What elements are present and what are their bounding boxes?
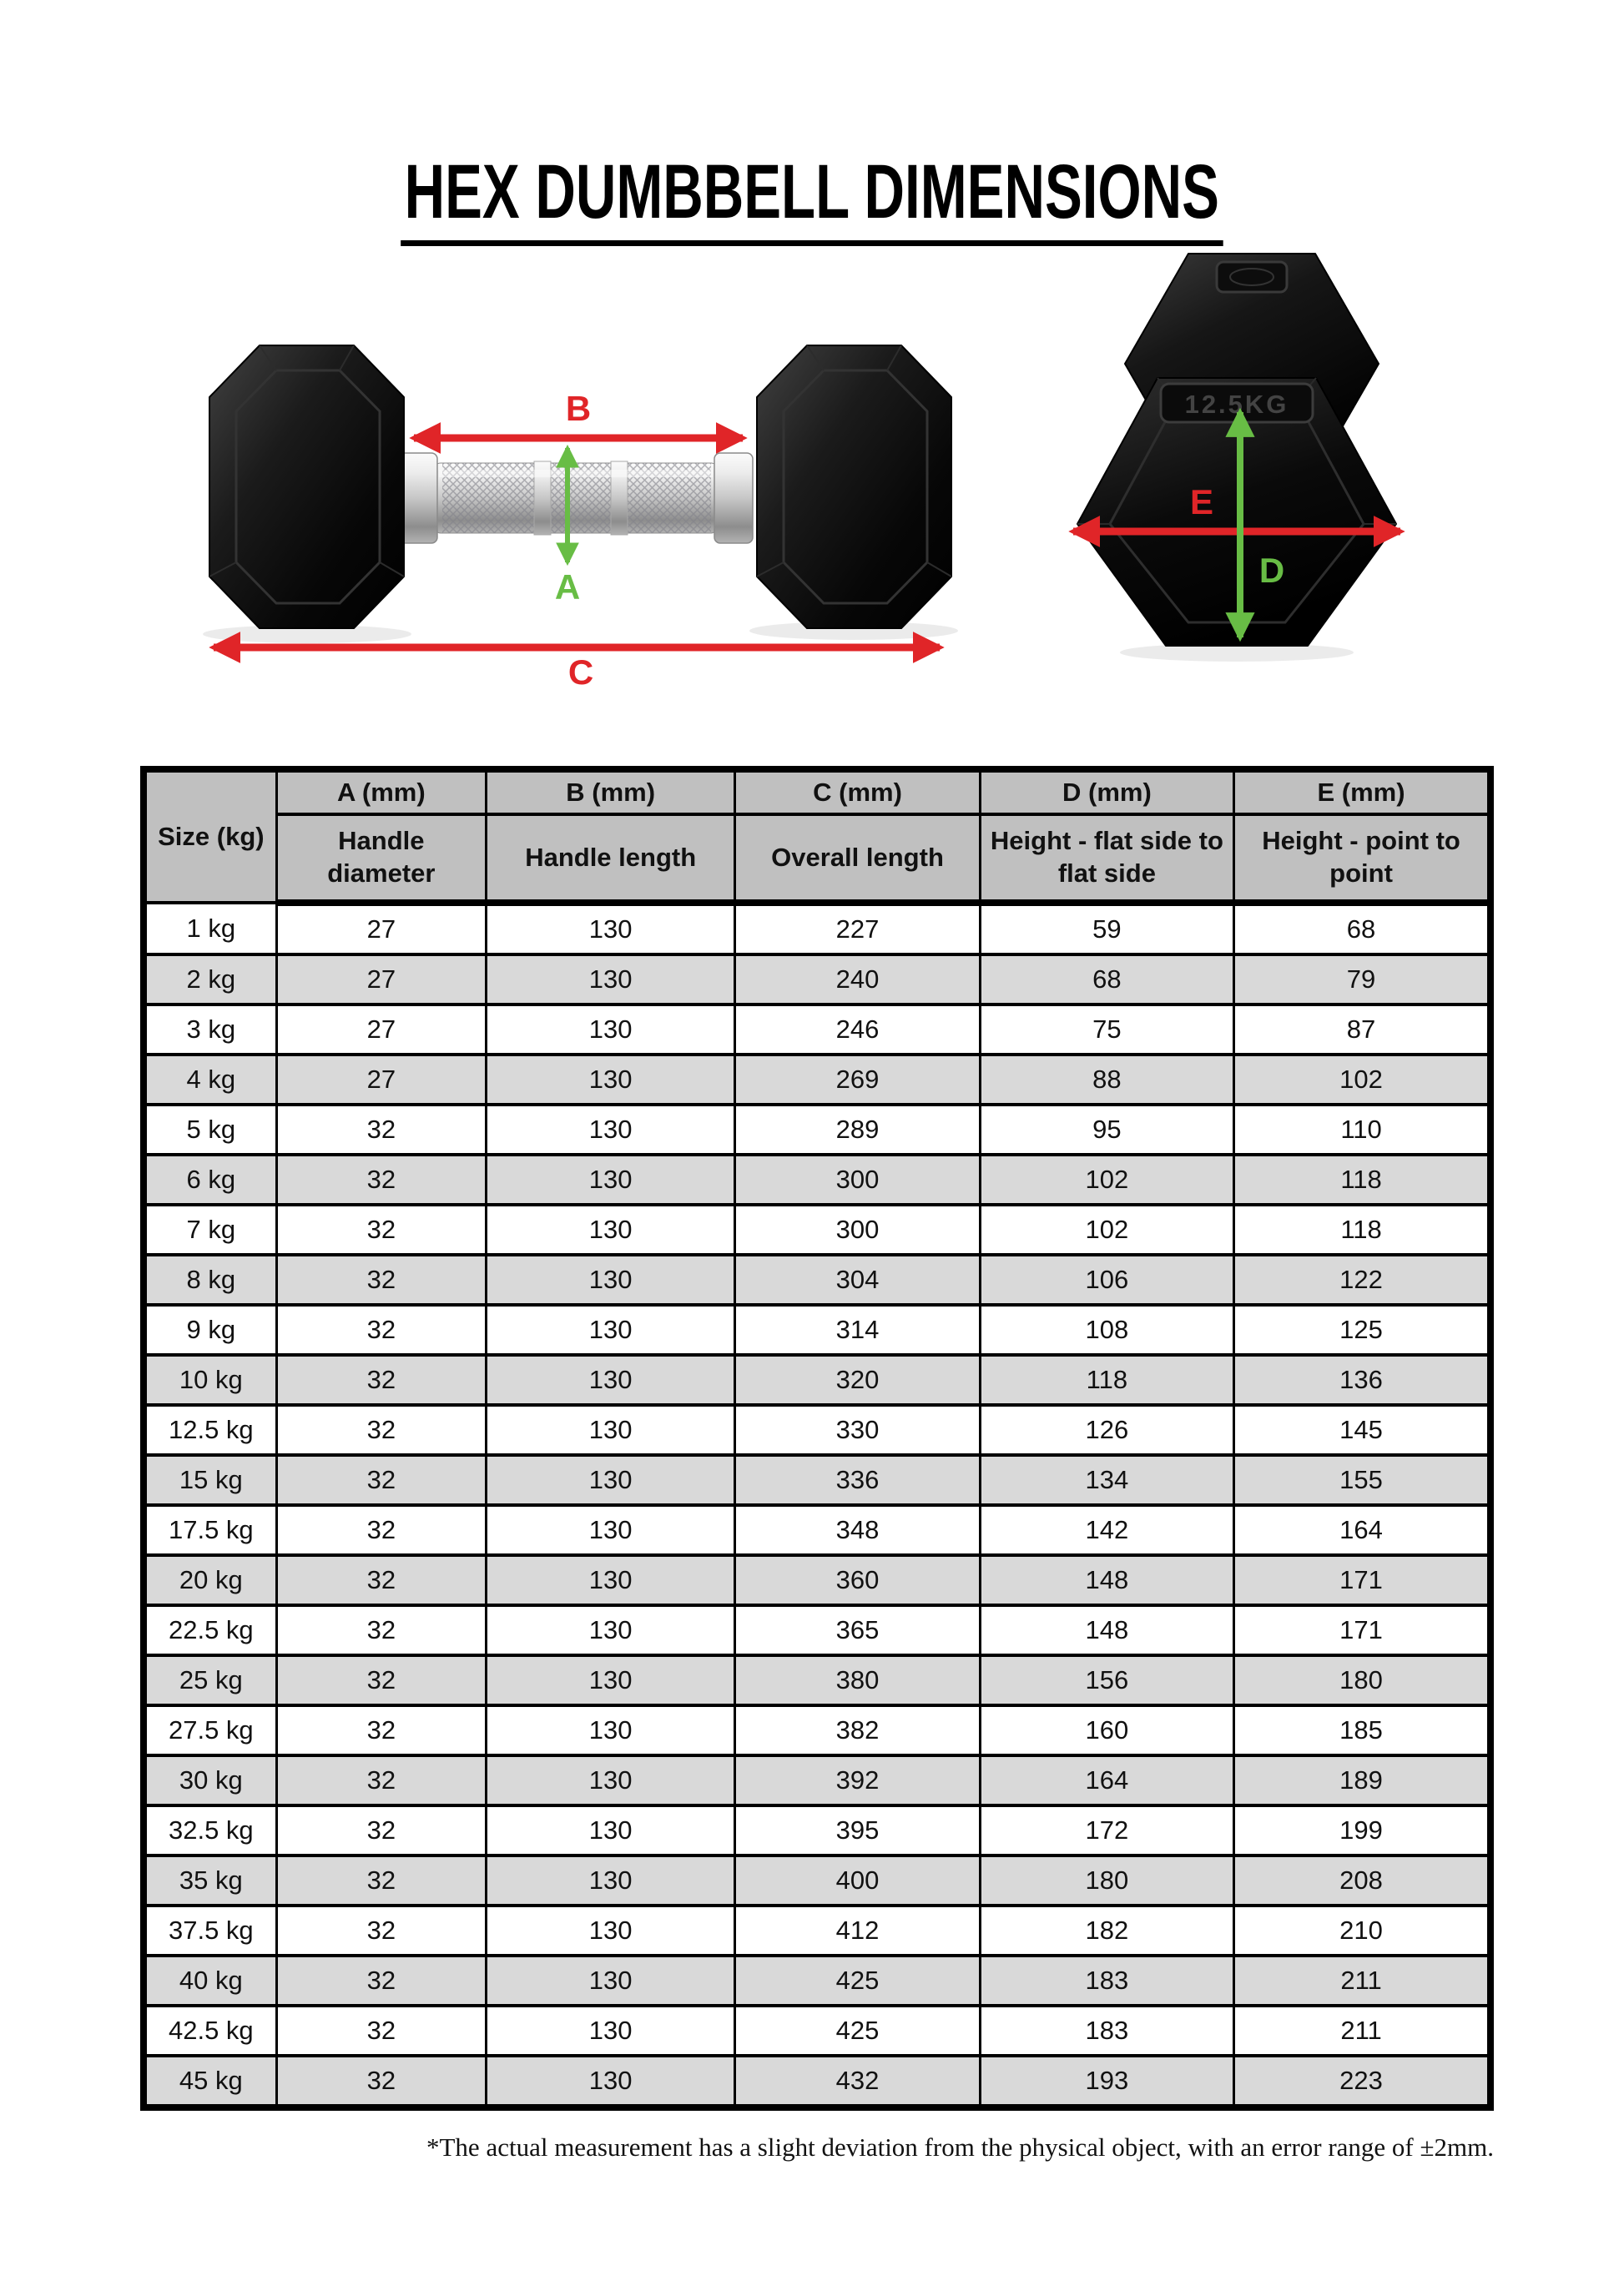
- table-row: [144, 1555, 1490, 1605]
- size-cell: 27.5 kg: [144, 1705, 276, 1755]
- dimension-cell: 130: [486, 1305, 734, 1355]
- dimension-cell: 130: [486, 2056, 734, 2107]
- dimension-cell: 130: [486, 903, 734, 954]
- dimension-cell: 95: [980, 1105, 1233, 1155]
- dimension-cell: 130: [486, 1004, 734, 1055]
- size-cell: 40 kg: [144, 1956, 276, 2006]
- dimension-cell: 87: [1234, 1004, 1490, 1055]
- size-cell: 42.5 kg: [144, 2006, 276, 2056]
- dimension-cell: 400: [735, 1855, 980, 1906]
- dimension-cell: 432: [735, 2056, 980, 2107]
- col-header-b: B (mm): [486, 769, 734, 814]
- dimension-cell: 395: [735, 1805, 980, 1855]
- size-cell: 6 kg: [144, 1155, 276, 1205]
- col-subheader-d: Height - flat side to flat side: [980, 814, 1233, 903]
- size-cell: 32.5 kg: [144, 1805, 276, 1855]
- dimension-cell: 32: [276, 1355, 486, 1405]
- dimension-cell: 227: [735, 903, 980, 954]
- dimension-cell: 32: [276, 1155, 486, 1205]
- dimension-cell: 189: [1234, 1755, 1490, 1805]
- dimension-cell: 130: [486, 1105, 734, 1155]
- col-subheader-b: Handle length: [486, 814, 734, 903]
- dimension-cell: 32: [276, 1855, 486, 1906]
- table-row: [144, 1956, 1490, 2006]
- table-row: [144, 1906, 1490, 1956]
- dimension-cell: 304: [735, 1255, 980, 1305]
- weight-marking-text: 12.5KG: [1184, 390, 1289, 419]
- table-row: [144, 1205, 1490, 1255]
- dimension-cell: 27: [276, 1004, 486, 1055]
- dimension-cell: 148: [980, 1605, 1233, 1655]
- dimension-cell: 382: [735, 1705, 980, 1755]
- dimension-cell: 32: [276, 1906, 486, 1956]
- dimension-cell: 172: [980, 1805, 1233, 1855]
- dimension-cell: 88: [980, 1055, 1233, 1105]
- dimension-cell: 171: [1234, 1605, 1490, 1655]
- dimension-cell: 171: [1234, 1555, 1490, 1605]
- footnote: *The actual measurement has a slight deviation from the physical object, with an error range of ±2mm.: [426, 2132, 1494, 2162]
- dimension-cell: 130: [486, 954, 734, 1004]
- size-cell: 7 kg: [144, 1205, 276, 1255]
- dimension-cell: 300: [735, 1155, 980, 1205]
- table-row: [144, 1255, 1490, 1305]
- dimension-cell: 125: [1234, 1305, 1490, 1355]
- dimension-cell: 320: [735, 1355, 980, 1405]
- dimension-cell: 32: [276, 1305, 486, 1355]
- table-row: [144, 1004, 1490, 1055]
- dimension-cell: 223: [1234, 2056, 1490, 2107]
- dimension-cell: 32: [276, 1805, 486, 1855]
- dimension-cell: 106: [980, 1255, 1233, 1305]
- dimension-cell: 136: [1234, 1355, 1490, 1405]
- dimension-cell: 130: [486, 1155, 734, 1205]
- table-row: [144, 1655, 1490, 1705]
- dimension-cell: 130: [486, 1405, 734, 1455]
- dimension-cell: 412: [735, 1906, 980, 1956]
- size-cell: 45 kg: [144, 2056, 276, 2107]
- col-subheader-a: Handle diameter: [276, 814, 486, 903]
- table-row: [144, 903, 1490, 954]
- dimension-cell: 32: [276, 1105, 486, 1155]
- dimension-cell: 68: [980, 954, 1233, 1004]
- dimension-cell: 164: [980, 1755, 1233, 1805]
- size-cell: 17.5 kg: [144, 1505, 276, 1555]
- dimension-cell: 130: [486, 2006, 734, 2056]
- dimension-cell: 160: [980, 1705, 1233, 1755]
- dimension-cell: 118: [1234, 1155, 1490, 1205]
- table-row: [144, 1305, 1490, 1355]
- dimension-cell: 142: [980, 1505, 1233, 1555]
- table-row: [144, 2056, 1490, 2107]
- dimension-cell: 32: [276, 2056, 486, 2107]
- handle-collar-right: [714, 453, 753, 543]
- side-view-diagram: [190, 319, 958, 686]
- table-row: [144, 1405, 1490, 1455]
- dimension-cell: 108: [980, 1305, 1233, 1355]
- col-header-e: E (mm): [1234, 769, 1490, 814]
- table-row: [144, 1605, 1490, 1655]
- dimension-cell: 240: [735, 954, 980, 1004]
- dimension-cell: 130: [486, 1755, 734, 1805]
- size-cell: 35 kg: [144, 1855, 276, 1906]
- dimension-cell: 360: [735, 1555, 980, 1605]
- dimension-label-d: D: [1258, 551, 1285, 590]
- size-cell: 8 kg: [144, 1255, 276, 1305]
- dimension-cell: 156: [980, 1655, 1233, 1705]
- col-header-size: Size (kg): [144, 769, 276, 903]
- table-body: [144, 903, 1490, 2107]
- dimension-cell: 314: [735, 1305, 980, 1355]
- dimension-cell: 102: [980, 1155, 1233, 1205]
- dimension-label-a: A: [554, 567, 581, 607]
- dimension-cell: 365: [735, 1605, 980, 1655]
- dimension-label-e: E: [1189, 482, 1214, 521]
- size-cell: 25 kg: [144, 1655, 276, 1705]
- dimension-cell: 210: [1234, 1906, 1490, 1956]
- table-row: [144, 1755, 1490, 1805]
- dimension-label-b: B: [565, 389, 592, 428]
- dimension-cell: 183: [980, 1956, 1233, 2006]
- dimension-cell: 246: [735, 1004, 980, 1055]
- dimension-cell: 130: [486, 1505, 734, 1555]
- dimension-cell: 130: [486, 1655, 734, 1705]
- table-row: [144, 1355, 1490, 1405]
- col-subheader-e: Height - point to point: [1234, 814, 1490, 903]
- table-row: [144, 1155, 1490, 1205]
- dimension-cell: 130: [486, 1055, 734, 1105]
- dimension-cell: 32: [276, 1455, 486, 1505]
- dimension-cell: 130: [486, 1555, 734, 1605]
- title-wrap: [0, 149, 1624, 246]
- dimension-cell: 32: [276, 1655, 486, 1705]
- dimension-cell: 102: [980, 1205, 1233, 1255]
- dimension-cell: 27: [276, 903, 486, 954]
- dimension-cell: 211: [1234, 1956, 1490, 2006]
- col-subheader-c: Overall length: [735, 814, 980, 903]
- table-row: [144, 1805, 1490, 1855]
- col-header-d: D (mm): [980, 769, 1233, 814]
- dimension-cell: 180: [980, 1855, 1233, 1906]
- dimension-cell: 27: [276, 1055, 486, 1105]
- dimension-cell: 269: [735, 1055, 980, 1105]
- dimension-cell: 59: [980, 903, 1233, 954]
- col-header-a: A (mm): [276, 769, 486, 814]
- dimension-cell: 208: [1234, 1855, 1490, 1906]
- end-view-diagram: [1062, 249, 1412, 666]
- dimension-cell: 32: [276, 1705, 486, 1755]
- dimension-cell: 425: [735, 2006, 980, 2056]
- table-row: [144, 1055, 1490, 1105]
- size-cell: 30 kg: [144, 1755, 276, 1805]
- dimension-cell: 183: [980, 2006, 1233, 2056]
- dimension-cell: 211: [1234, 2006, 1490, 2056]
- size-cell: 10 kg: [144, 1355, 276, 1405]
- table-row: [144, 954, 1490, 1004]
- dimension-cell: 182: [980, 1906, 1233, 1956]
- dimension-cell: 164: [1234, 1505, 1490, 1555]
- dimension-cell: 380: [735, 1655, 980, 1705]
- dimension-cell: 32: [276, 1956, 486, 2006]
- dimension-cell: 130: [486, 1205, 734, 1255]
- hex-head-right: [757, 345, 951, 628]
- dimension-cell: 199: [1234, 1805, 1490, 1855]
- table-row: [144, 1855, 1490, 1906]
- dimension-cell: 289: [735, 1105, 980, 1155]
- dimension-cell: 75: [980, 1004, 1233, 1055]
- size-cell: 12.5 kg: [144, 1405, 276, 1455]
- dimension-cell: 130: [486, 1355, 734, 1405]
- dimension-cell: 130: [486, 1805, 734, 1855]
- dimension-cell: 180: [1234, 1655, 1490, 1705]
- hex-head-left: [209, 345, 404, 628]
- dimension-cell: 130: [486, 1455, 734, 1505]
- dimension-cell: 118: [1234, 1205, 1490, 1255]
- size-cell: 1 kg: [144, 903, 276, 954]
- size-cell: 9 kg: [144, 1305, 276, 1355]
- dimension-cell: 185: [1234, 1705, 1490, 1755]
- col-header-c: C (mm): [735, 769, 980, 814]
- size-cell: 2 kg: [144, 954, 276, 1004]
- dimension-cell: 79: [1234, 954, 1490, 1004]
- dumbbell-handle: [399, 453, 753, 543]
- dimension-cell: 193: [980, 2056, 1233, 2107]
- size-cell: 22.5 kg: [144, 1605, 276, 1655]
- dimension-cell: 155: [1234, 1455, 1490, 1505]
- size-cell: 3 kg: [144, 1004, 276, 1055]
- table-row: [144, 1705, 1490, 1755]
- table-header: [144, 769, 1490, 903]
- dimension-cell: 130: [486, 1855, 734, 1906]
- dimension-cell: 102: [1234, 1055, 1490, 1105]
- dimension-cell: 32: [276, 1405, 486, 1455]
- dimension-cell: 27: [276, 954, 486, 1004]
- dimension-cell: 130: [486, 1605, 734, 1655]
- dimension-cell: 336: [735, 1455, 980, 1505]
- dimension-cell: 348: [735, 1505, 980, 1555]
- table-row: [144, 1505, 1490, 1555]
- dimension-cell: 134: [980, 1455, 1233, 1505]
- dimension-cell: 110: [1234, 1105, 1490, 1155]
- dimension-cell: 32: [276, 1255, 486, 1305]
- table-row: [144, 1105, 1490, 1155]
- dimension-cell: 148: [980, 1555, 1233, 1605]
- dimension-cell: 32: [276, 2006, 486, 2056]
- dimension-cell: 300: [735, 1205, 980, 1255]
- dimension-cell: 425: [735, 1956, 980, 2006]
- dimension-cell: 32: [276, 1755, 486, 1805]
- size-cell: 37.5 kg: [144, 1906, 276, 1956]
- group-header-row: [144, 769, 1490, 814]
- dimension-label-c: C: [567, 652, 594, 686]
- dimension-cell: 130: [486, 1705, 734, 1755]
- sub-header-row: [144, 814, 1490, 903]
- dimension-cell: 130: [486, 1906, 734, 1956]
- table-row: [144, 1455, 1490, 1505]
- dimension-cell: 126: [980, 1405, 1233, 1455]
- dimension-cell: 32: [276, 1505, 486, 1555]
- size-cell: 20 kg: [144, 1555, 276, 1605]
- dimensions-table: [140, 766, 1494, 2111]
- dimension-cell: 122: [1234, 1255, 1490, 1305]
- dimension-cell: 130: [486, 1255, 734, 1305]
- dimension-cell: 145: [1234, 1405, 1490, 1455]
- size-cell: 15 kg: [144, 1455, 276, 1505]
- page-title: HEX DUMBBELL DIMENSIONS: [401, 154, 1223, 246]
- dimension-cell: 130: [486, 1956, 734, 2006]
- dimension-cell: 392: [735, 1755, 980, 1805]
- dimension-cell: 32: [276, 1205, 486, 1255]
- dimension-cell: 32: [276, 1555, 486, 1605]
- size-cell: 5 kg: [144, 1105, 276, 1155]
- dimension-cell: 32: [276, 1605, 486, 1655]
- table-row: [144, 2006, 1490, 2056]
- dimension-cell: 68: [1234, 903, 1490, 954]
- dimension-cell: 330: [735, 1405, 980, 1455]
- size-cell: 4 kg: [144, 1055, 276, 1105]
- dimension-cell: 118: [980, 1355, 1233, 1405]
